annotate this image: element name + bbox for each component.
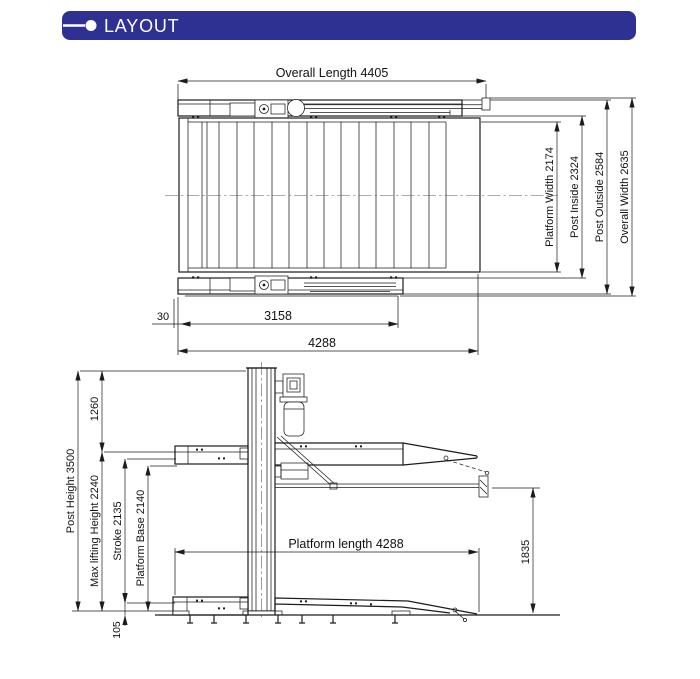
plan-view: [152, 66, 636, 355]
dim-max-lifting-label: Max lifting Height 2240: [89, 475, 101, 587]
upper-lock-latch: [240, 448, 248, 459]
bullet-icon: [86, 20, 97, 31]
dim-platform-width-label: Platform Width 2174: [544, 147, 556, 247]
dim-overall-width-label: Overall Width 2635: [619, 150, 631, 244]
lift-post: [240, 362, 282, 620]
diagonal-brace: [277, 436, 337, 489]
lower-lock-latch: [240, 598, 248, 609]
dim-1835-label: 1835: [520, 539, 532, 565]
page-title: LAYOUT: [104, 16, 180, 36]
upper-platform: [175, 436, 489, 497]
lower-platform: [173, 597, 477, 622]
plan-extension-lines: [174, 84, 636, 355]
platform-deck: [179, 118, 480, 272]
dim-30-label: 30: [156, 311, 170, 323]
plan-power-unit-top: [230, 100, 288, 118]
dim-platform-length-label: Platform length 4288: [288, 537, 404, 551]
upper-left-arm: [175, 446, 248, 464]
dim-1260-label: 1260: [89, 396, 101, 422]
motor-flange: [280, 397, 307, 402]
dim-4288-label: 4288: [308, 336, 336, 350]
motor-box: [283, 374, 304, 397]
power-unit: [275, 374, 307, 436]
ramp-hinge: [444, 456, 448, 460]
cable-pulley-top: [288, 100, 305, 117]
lower-right-deck: [275, 598, 477, 622]
dim-post-inside-label: Post Inside 2324: [569, 156, 581, 238]
dim-post-outside-label: Post Outside 2584: [594, 151, 606, 243]
power-unit-bracket: [275, 381, 283, 393]
beam-bolt-dots: [192, 116, 445, 279]
dim-3158-label: 3158: [264, 309, 292, 323]
side-view: [65, 362, 560, 639]
platform-slats: [202, 122, 446, 268]
dim-105-label: 105: [111, 621, 123, 639]
dim-platform-base-label: Platform Base 2140: [135, 489, 147, 587]
dim-105: [111, 593, 125, 639]
dim-stroke-label: Stroke 2135: [112, 501, 124, 561]
top-post-beam: [178, 98, 490, 118]
lower-left-arm: [173, 597, 248, 615]
header: [62, 11, 636, 40]
ramp-swing-line: [447, 460, 486, 472]
dim-overall-length-label: Overall Length 4405: [275, 66, 389, 80]
oil-tank: [284, 402, 304, 436]
dim-post-height-label: Post Height 3500: [65, 448, 77, 534]
anchor-bolts: [187, 615, 398, 623]
bottom-post-beam: [178, 276, 403, 296]
plan-power-unit-bottom: [230, 276, 288, 294]
